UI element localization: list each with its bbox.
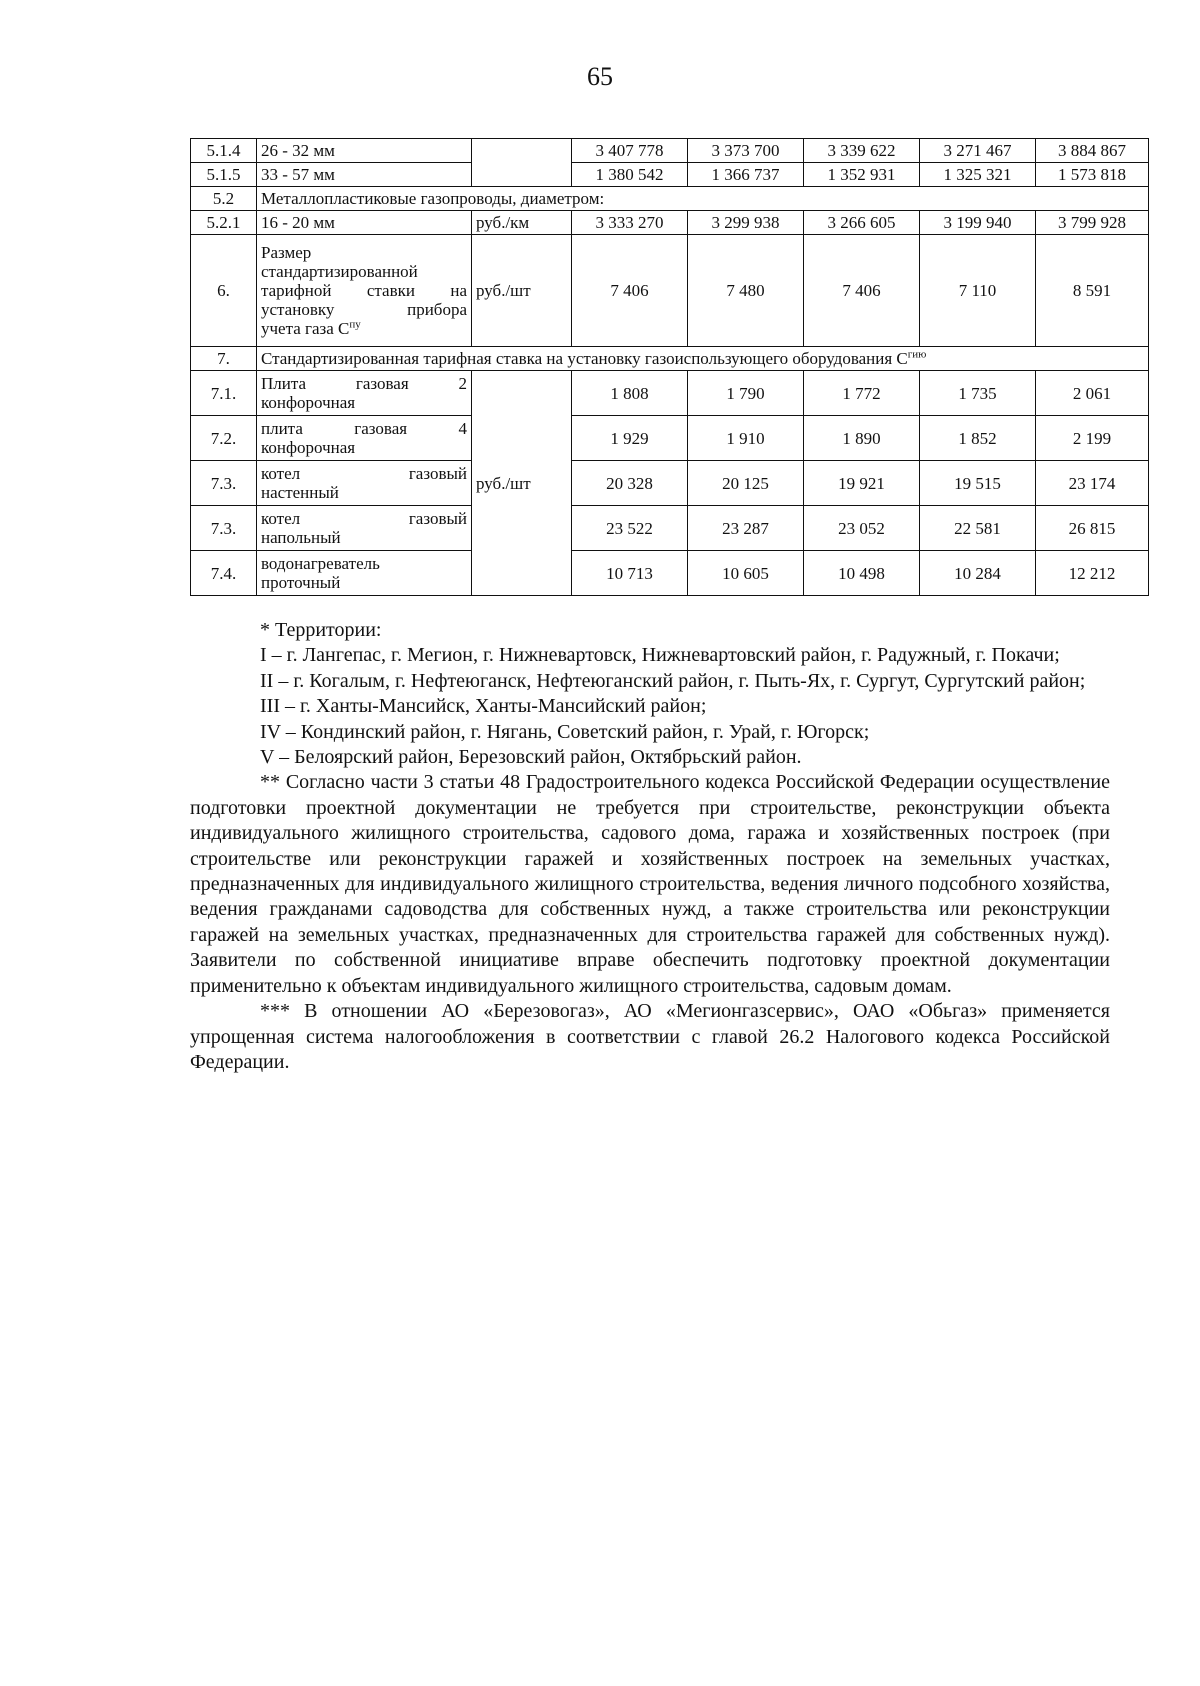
value-cell: 3 199 940 (920, 211, 1036, 235)
row-name-line: напольный (261, 528, 341, 547)
value-cell: 23 052 (804, 506, 920, 551)
row-name-line: котел газовый (261, 509, 467, 528)
territory-item: I – г. Лангепас, г. Мегион, г. Нижневартовск, Нижневартовский район, г. Радужный, г. Покачи; (260, 644, 1060, 667)
value-cell: 26 815 (1036, 506, 1149, 551)
table-row (191, 139, 1149, 163)
territory-item: IV – Кондинский район, г. Нягань, Советский район, г. Урай, г. Югорск; (260, 720, 870, 743)
unit-cell: руб./км (472, 211, 572, 235)
value-cell: 1 325 321 (920, 163, 1036, 187)
row-name-line: Размер (261, 243, 312, 262)
value-cell: 1 808 (572, 371, 688, 416)
row-name (257, 551, 472, 596)
row-name-line: установку прибора (261, 300, 467, 319)
value-cell: 1 852 (920, 416, 1036, 461)
row-number: 5.2 (191, 187, 257, 211)
row-name (257, 416, 472, 461)
row-name (257, 461, 472, 506)
value-cell: 3 266 605 (804, 211, 920, 235)
value-cell: 1 910 (688, 416, 804, 461)
value-cell: 19 515 (920, 461, 1036, 506)
value-cell: 3 299 938 (688, 211, 804, 235)
row-name-line: котел газовый (261, 464, 467, 483)
row-name: 26 - 32 мм (257, 139, 472, 163)
tariff-table (190, 138, 1149, 596)
value-cell: 1 929 (572, 416, 688, 461)
value-cell: 23 522 (572, 506, 688, 551)
section-heading: Стандартизированная тарифная ставка на установку газоиспользующего оборудования $С^{гию}$ (257, 347, 1149, 371)
row-number: 6. (191, 235, 257, 347)
row-name-line: Плита газовая 2 (261, 374, 467, 393)
value-cell: 1 735 (920, 371, 1036, 416)
value-cell: 23 174 (1036, 461, 1149, 506)
value-cell: 7 110 (920, 235, 1036, 347)
row-number: 5.1.4 (191, 139, 257, 163)
row-name: 33 - 57 мм (257, 163, 472, 187)
table-row (191, 461, 1149, 506)
value-cell: 2 061 (1036, 371, 1149, 416)
value-cell: 23 287 (688, 506, 804, 551)
value-cell: 20 125 (688, 461, 804, 506)
unit-cell: руб./шт (472, 371, 572, 596)
value-cell: 1 380 542 (572, 163, 688, 187)
superscript: пу (349, 318, 361, 331)
section-heading: Металлопластиковые газопроводы, диаметром: (257, 187, 1149, 211)
row-name-line: учета газа $С^{пу}$ (261, 318, 361, 338)
value-cell: 10 605 (688, 551, 804, 596)
unit-cell (472, 139, 572, 187)
territory-item: II – г. Когалым, г. Нефтеюганск, Нефтеюганский район, г. Пыть-Ях, г. Сургут, Сургутский район; (260, 669, 1086, 692)
row-name-line: плита газовая 4 (261, 419, 467, 438)
value-cell: 1 573 818 (1036, 163, 1149, 187)
value-cell: 10 284 (920, 551, 1036, 596)
value-cell: 3 339 622 (804, 139, 920, 163)
table-row (191, 211, 1149, 235)
row-name-line: конфорочная (261, 438, 356, 457)
value-cell: 3 884 867 (1036, 139, 1149, 163)
footnotes (190, 618, 1110, 1075)
row-name: 16 - 20 мм (257, 211, 472, 235)
unit-cell: руб./шт (472, 235, 572, 347)
value-cell: 3 407 778 (572, 139, 688, 163)
value-cell: 3 271 467 (920, 139, 1036, 163)
value-cell: 1 772 (804, 371, 920, 416)
row-number: 7.4. (191, 551, 257, 596)
value-cell: 19 921 (804, 461, 920, 506)
table-row (191, 347, 1149, 371)
row-name-line: проточный (261, 573, 341, 592)
superscript: гию (907, 348, 927, 361)
page-number: 65 (587, 62, 613, 91)
row-number: 7. (191, 347, 257, 371)
value-cell: 20 328 (572, 461, 688, 506)
value-cell: 1 366 737 (688, 163, 804, 187)
value-cell: 3 333 270 (572, 211, 688, 235)
territory-item: III – г. Ханты-Мансийск, Ханты-Мансийский район; (260, 695, 707, 718)
row-number: 7.1. (191, 371, 257, 416)
table-row (191, 163, 1149, 187)
value-cell: 10 713 (572, 551, 688, 596)
value-cell: 3 373 700 (688, 139, 804, 163)
table-row (191, 235, 1149, 347)
territory-item: V – Белоярский район, Березовский район, Октябрьский район. (260, 746, 802, 769)
row-number: 7.3. (191, 461, 257, 506)
footnote-tax: *** В отношении АО «Березовогаз», АО «Мегионгазсервис», ОАО «Обьгаз» применяется упрощенная система налогообложения в соответствии с главой 26.2 Налогового кодекса Российской Федерации. (190, 1000, 1110, 1073)
value-cell: 8 591 (1036, 235, 1149, 347)
row-name-line: настенный (261, 483, 339, 502)
row-number: 7.2. (191, 416, 257, 461)
table-row (191, 371, 1149, 416)
table-row (191, 506, 1149, 551)
value-cell: 12 212 (1036, 551, 1149, 596)
value-cell: 7 480 (688, 235, 804, 347)
table-row (191, 187, 1149, 211)
value-cell: 1 890 (804, 416, 920, 461)
value-cell: 10 498 (804, 551, 920, 596)
value-cell: 22 581 (920, 506, 1036, 551)
row-name (257, 506, 472, 551)
row-name-line: конфорочная (261, 393, 356, 412)
value-cell: 1 352 931 (804, 163, 920, 187)
value-cell: 1 790 (688, 371, 804, 416)
footnote-permit: ** Согласно части 3 статьи 48 Градостроительного кодекса Российской Федерации осуществление подготовки проектной документации не требуется при строительстве, реконструкции объекта индивидуального жилищного строительства, садового дома, гаража и хозяйственных построек (при строительстве или реконструкции гаражей и хозяйственных построек на земельных участках, предназначенных для индивидуального жилищного строительства, ведения личного подсобного хозяйства, ведения гражданами садоводства для собственных нужд, а также строительства или реконструкции гаражей на земельных участках, предназначенных для строительства гаражей для собственных нужд). Заявители по собственной инициативе вправе обеспечить подготовку проектной документации применительно к объектам индивидуального жилищного строительства, садовым домам. (190, 771, 1110, 997)
table-row (191, 551, 1149, 596)
row-name (257, 371, 472, 416)
row-number: 5.2.1 (191, 211, 257, 235)
row-name-line: водонагреватель (261, 554, 380, 573)
value-cell: 2 199 (1036, 416, 1149, 461)
row-number: 7.3. (191, 506, 257, 551)
row-name-line: тарифной ставки на (261, 281, 467, 300)
row-name (257, 235, 472, 347)
value-cell: 7 406 (804, 235, 920, 347)
territories-title: * Территории: (260, 619, 382, 641)
value-cell: 3 799 928 (1036, 211, 1149, 235)
row-number: 5.1.5 (191, 163, 257, 187)
table-row (191, 416, 1149, 461)
value-cell: 7 406 (572, 235, 688, 347)
row-name-line: стандартизированной (261, 262, 418, 281)
